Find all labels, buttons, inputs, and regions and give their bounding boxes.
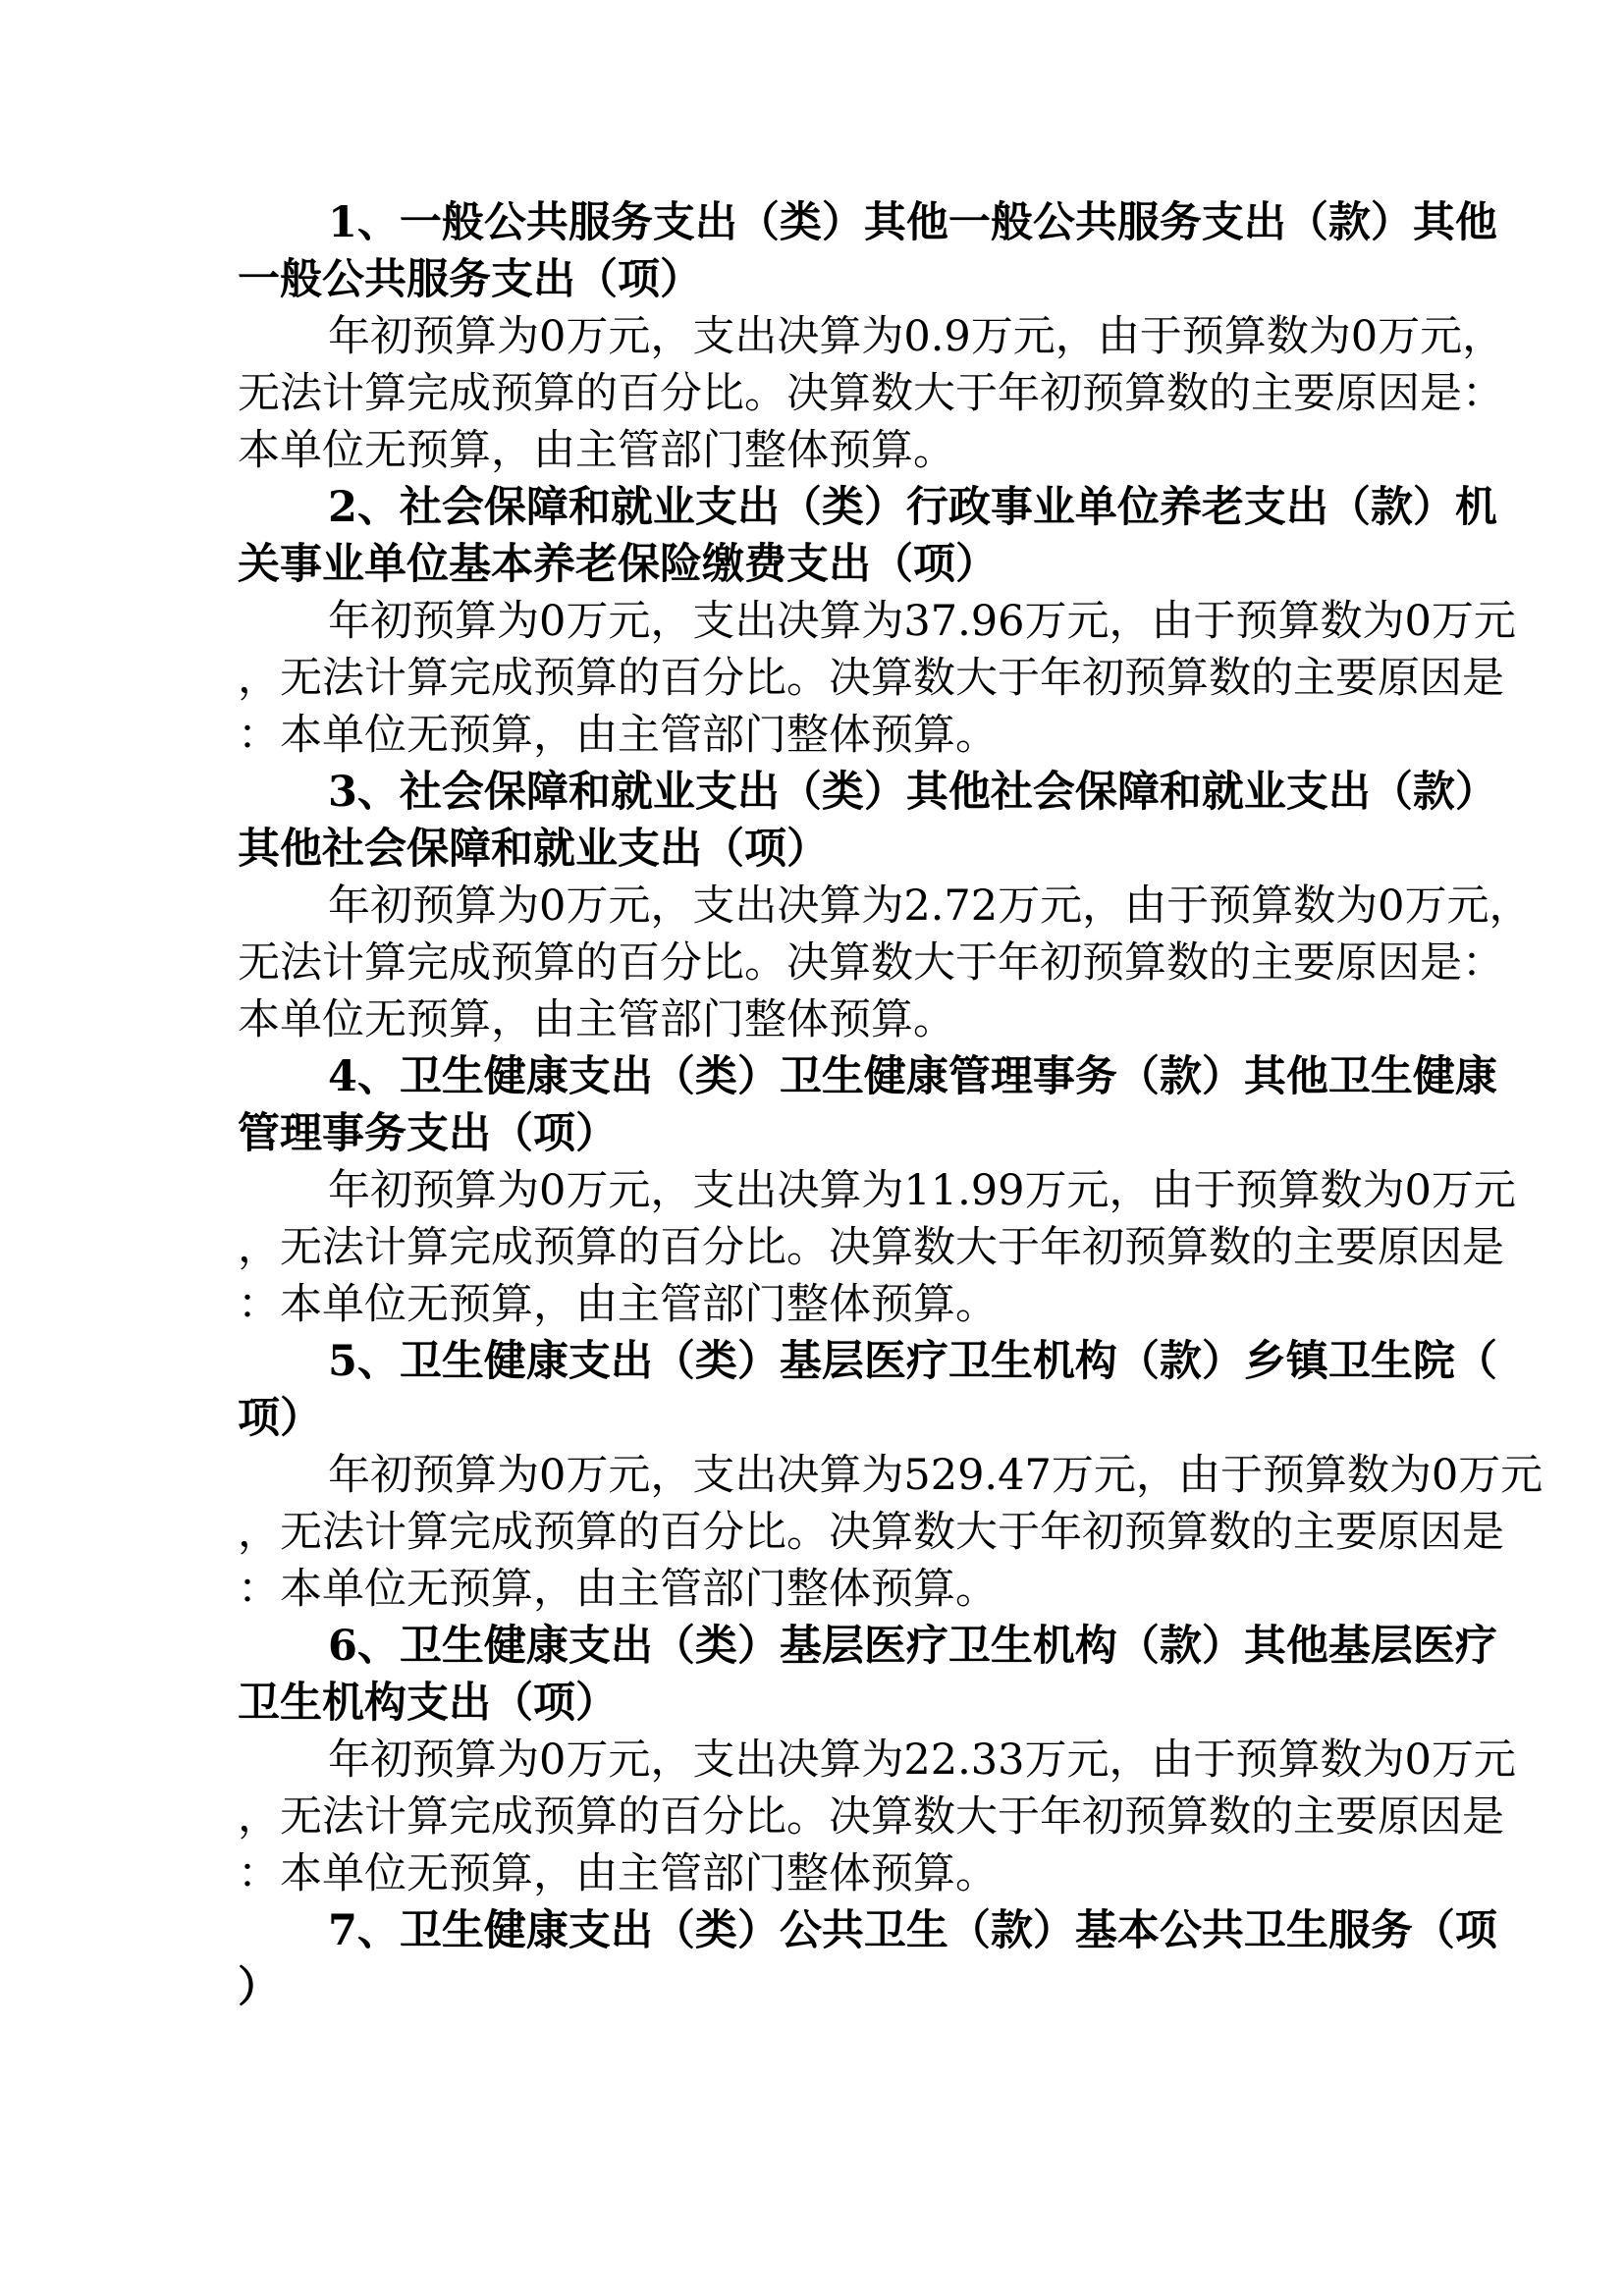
body-line: 无法计算完成预算的百分比。决算数大于年初预算数的主要原因是： (238, 369, 1504, 418)
section-body (147, 1447, 1543, 1618)
section-body (147, 593, 1516, 764)
body-line: ：本单位无预算，由主管部门整体预算。 (238, 1849, 998, 1898)
document-page (147, 194, 1543, 2016)
section-2 (147, 479, 1516, 764)
section-3 (147, 764, 1532, 1048)
heading-line: 关事业单位基本养老保险缴费支出（项） (238, 540, 998, 589)
heading-line: 卫生机构支出（项） (238, 1679, 618, 1728)
body-line: 年初预算为0万元，支出决算为0.9万元，由于预算数为0万元， (328, 312, 1505, 361)
body-line: 本单位无预算，由主管部门整体预算。 (238, 995, 955, 1044)
body-line: 年初预算为0万元，支出决算为37.96万元，由于预算数为0万元 (328, 597, 1516, 646)
body-line: ，无法计算完成预算的百分比。决算数大于年初预算数的主要原因是 (238, 1508, 1504, 1557)
heading-line: ） (238, 1963, 280, 2012)
section-4 (147, 1048, 1516, 1333)
section-body (147, 1732, 1516, 1902)
body-line: ：本单位无预算，由主管部门整体预算。 (238, 1565, 998, 1614)
body-line: 无法计算完成预算的百分比。决算数大于年初预算数的主要原因是： (238, 938, 1504, 988)
section-body (147, 878, 1532, 1048)
section-5 (147, 1333, 1543, 1618)
section-7 (147, 1902, 1497, 2016)
body-line: ，无法计算完成预算的百分比。决算数大于年初预算数的主要原因是 (238, 1223, 1504, 1272)
heading-line: 一般公共服务支出（项） (238, 255, 702, 304)
section-heading (147, 1048, 1497, 1162)
heading-line: 5、卫生健康支出（类）基层医疗卫生机构（款）乡镇卫生院（ (328, 1337, 1497, 1386)
body-line: 年初预算为0万元，支出决算为22.33万元，由于预算数为0万元 (328, 1735, 1516, 1785)
section-heading (147, 194, 1497, 308)
heading-line: 4、卫生健康支出（类）卫生健康管理事务（款）其他卫生健康 (328, 1052, 1497, 1101)
section-6 (147, 1618, 1516, 1902)
body-line: 本单位无预算，由主管部门整体预算。 (238, 426, 955, 475)
section-heading (147, 479, 1497, 593)
section-heading (147, 1618, 1497, 1732)
body-line: ，无法计算完成预算的百分比。决算数大于年初预算数的主要原因是 (238, 1792, 1504, 1842)
body-line: ，无法计算完成预算的百分比。决算数大于年初预算数的主要原因是 (238, 654, 1504, 703)
heading-line: 3、社会保障和就业支出（类）其他社会保障和就业支出（款） (328, 768, 1497, 817)
section-body (147, 308, 1505, 479)
section-heading (147, 1902, 1497, 2016)
body-line: 年初预算为0万元，支出决算为529.47万元，由于预算数为0万元 (328, 1451, 1543, 1500)
heading-line: 6、卫生健康支出（类）基层医疗卫生机构（款）其他基层医疗 (328, 1622, 1497, 1671)
section-1 (147, 194, 1505, 479)
heading-line: 1、一般公共服务支出（类）其他一般公共服务支出（款）其他 (328, 198, 1497, 247)
body-line: 年初预算为0万元，支出决算为2.72万元，由于预算数为0万元， (328, 881, 1532, 931)
heading-line: 7、卫生健康支出（类）公共卫生（款）基本公共卫生服务（项 (328, 1906, 1497, 1955)
heading-line: 其他社会保障和就业支出（项） (238, 825, 829, 874)
heading-line: 管理事务支出（项） (238, 1109, 618, 1158)
section-body (147, 1162, 1516, 1333)
section-heading (147, 764, 1497, 878)
section-heading (147, 1333, 1497, 1447)
body-line: 年初预算为0万元，支出决算为11.99万元，由于预算数为0万元 (328, 1166, 1516, 1215)
heading-line: 项） (238, 1394, 322, 1443)
body-line: ：本单位无预算，由主管部门整体预算。 (238, 1280, 998, 1329)
heading-line: 2、社会保障和就业支出（类）行政事业单位养老支出（款）机 (328, 483, 1497, 532)
body-line: ：本单位无预算，由主管部门整体预算。 (238, 711, 998, 760)
